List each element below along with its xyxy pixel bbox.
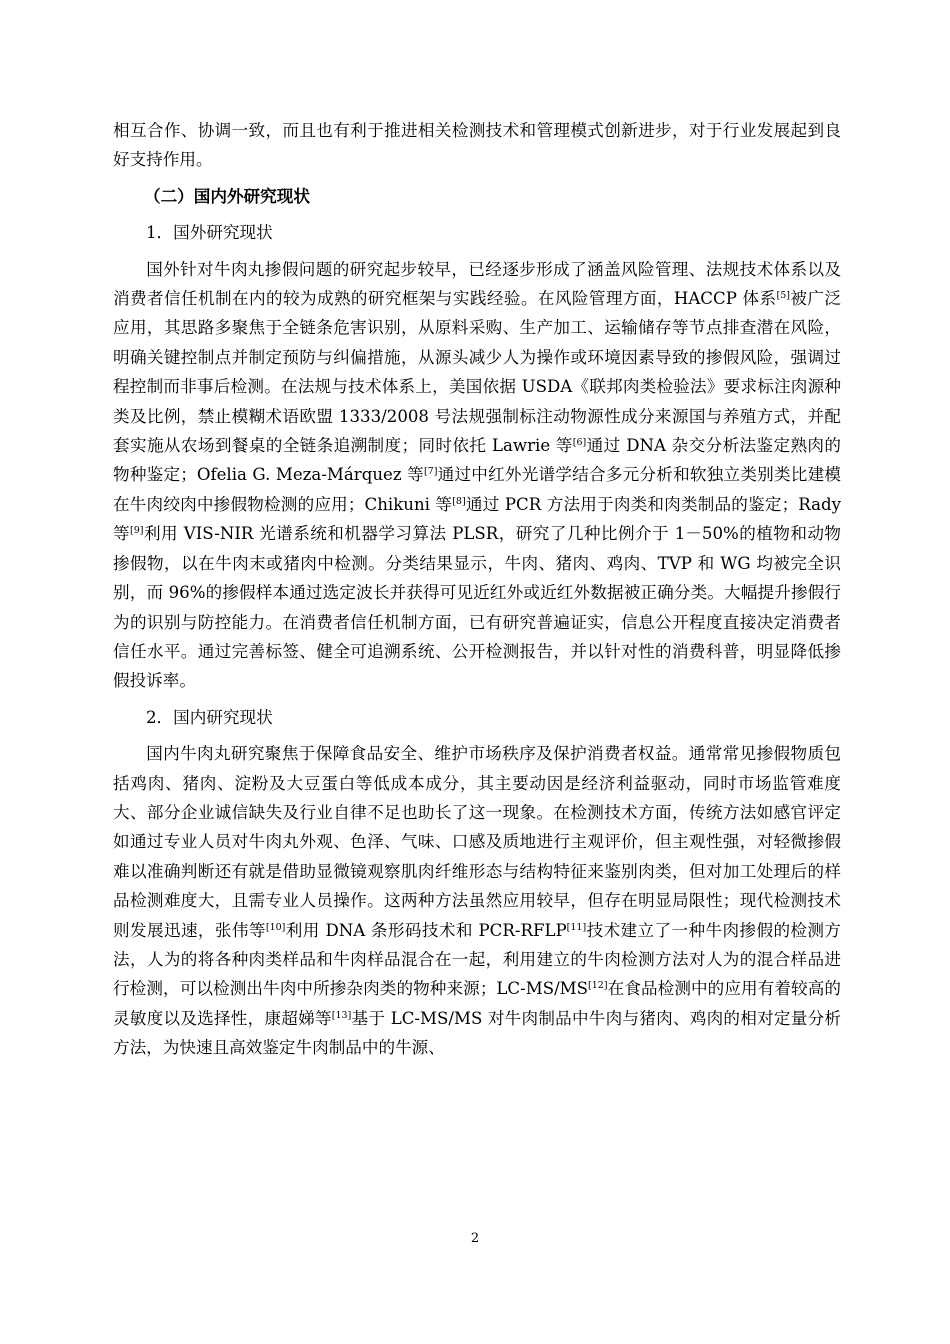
subsection-heading-domestic: 2．国内研究现状: [146, 707, 273, 727]
paragraph-text: 相互合作、协调一致，而且也有利于推进相关检测技术和管理模式创新进步，对于行业发展起到良好支持作用。: [113, 121, 841, 170]
citation: [8]: [452, 495, 466, 507]
citation: [5]: [776, 290, 791, 302]
section-heading: （二）国内外研究现状: [144, 185, 310, 206]
page-number: 2: [470, 1231, 480, 1246]
citation: [7]: [423, 466, 438, 478]
paragraph-text: 技术建立了一种牛肉掺假的检测方法，人为的将各种肉类样品和牛肉样品混合在一起，利用建立的牛肉检测方法对人为的混合样品进行检测，可以检测出牛肉中所掺杂肉类的物种来源；LC-MS/MS: [113, 920, 841, 999]
paragraph-text: 通过 PCR 方法用于肉类和肉类制品的鉴定；Rady 等: [113, 494, 841, 544]
paragraph-text: 在食品检测中的应用有着较高的灵敏度以及选择性，康超娣等: [113, 979, 841, 1028]
paragraph-foreign-research: [113, 255, 841, 696]
paragraph-domestic-research: [113, 739, 841, 1062]
paragraph-text: 国外针对牛肉丸掺假问题的研究起步较早，已经逐步形成了涵盖风险管理、法规技术体系以及消费者信任机制在内的较为成熟的研究框架与实践经验。在风险管理方面，HACCP 体系: [113, 259, 841, 309]
paragraph-text: 被广泛应用，其思路多聚焦于全链条危害识别，从原料采购、生产加工、运输储存等节点排查潜在风险，明确关键控制点并制定预防与纠偏措施，从源头减少人为操作或环境因素导致的掺假风险，强调过程控制而非事后检测。在法规与技术体系上，美国依据 USDA《联邦肉类检验法》要求标注肉源种类及比例，禁止模糊术语欧盟 1333/2008 号法规强制标注动物源性成分来源国与养殖方式，并配套实施从农场到餐桌的全链条追溯制度；同时依托 Lawrie 等: [113, 289, 842, 456]
paragraph-text: 基于 LC-MS/MS 对牛肉制品中牛肉与猪肉、鸡肉的相对定量分析方法，为快速且高效鉴定牛肉制品中的牛源、: [113, 1008, 842, 1058]
citation: [11]: [566, 921, 587, 933]
citation: [9]: [130, 525, 144, 537]
page-content: [113, 116, 841, 1070]
paragraph-text: 通过中红外光谱学结合多元分析和软独立类别类比建模在牛肉绞肉中掺假物检测的应用；Chikuni 等: [113, 465, 842, 514]
paragraph-text: 国内牛肉丸研究聚焦于保障食品安全、维护市场秩序及保护消费者权益。通常常见掺假物质包括鸡肉、猪肉、淀粉及大豆蛋白等低成本成分，其主要动因是经济利益驱动，同时市场监管难度大、部分企业诚信缺失及行业自律不足也助长了这一现象。在检测技术方面，传统方法如感官评定如通过专业人员对牛肉丸外观、色泽、气味、口感及质地进行主观评价，但主观性强，对轻微掺假难以准确判断还有就是借助显微镜观察肌肉纤维形态与结构特征来鉴别肉类，但对加工处理后的样品检测难度大，且需专业人员操作。这两种方法虽然应用较早，但存在明显局限性；现代检测技术则发展迅速，张伟等: [113, 744, 841, 940]
paragraph-text: 利用 DNA 条形码技术和 PCR-RFLP: [285, 920, 567, 940]
paragraph-continuation: [113, 116, 841, 175]
paragraph-text: 通过 DNA 杂交分析法鉴定熟肉的物种鉴定；Ofelia G. Meza-Márquez 等: [113, 436, 841, 485]
subsection-heading-foreign: 1．国外研究现状: [146, 223, 273, 243]
paragraph-text: 利用 VIS-NIR 光谱系统和机器学习算法 PLSR，研究了几种比例介于 1－50%的植物和动物掺假物，以在牛肉末或猪肉中检测。分类结果显示，牛肉、猪肉、鸡肉、TVP 和 WG 均被完全识别，而 96%的掺假样本通过选定波长并获得可见近红外或近红外数据被正确分类。大幅提升掺假行为的识别与防控能力。在消费者信任机制方面，已有研究普遍证实，信息公开程度直接决定消费者信任水平。通过完善标签、健全可追溯系统、公开检测报告，并以针对性的消费科普，明显降低掺假投诉率。: [113, 524, 842, 691]
citation: [10]: [265, 921, 286, 933]
citation: [13]: [331, 1009, 352, 1021]
citation: [12]: [588, 980, 608, 992]
citation: [6]: [572, 437, 587, 449]
